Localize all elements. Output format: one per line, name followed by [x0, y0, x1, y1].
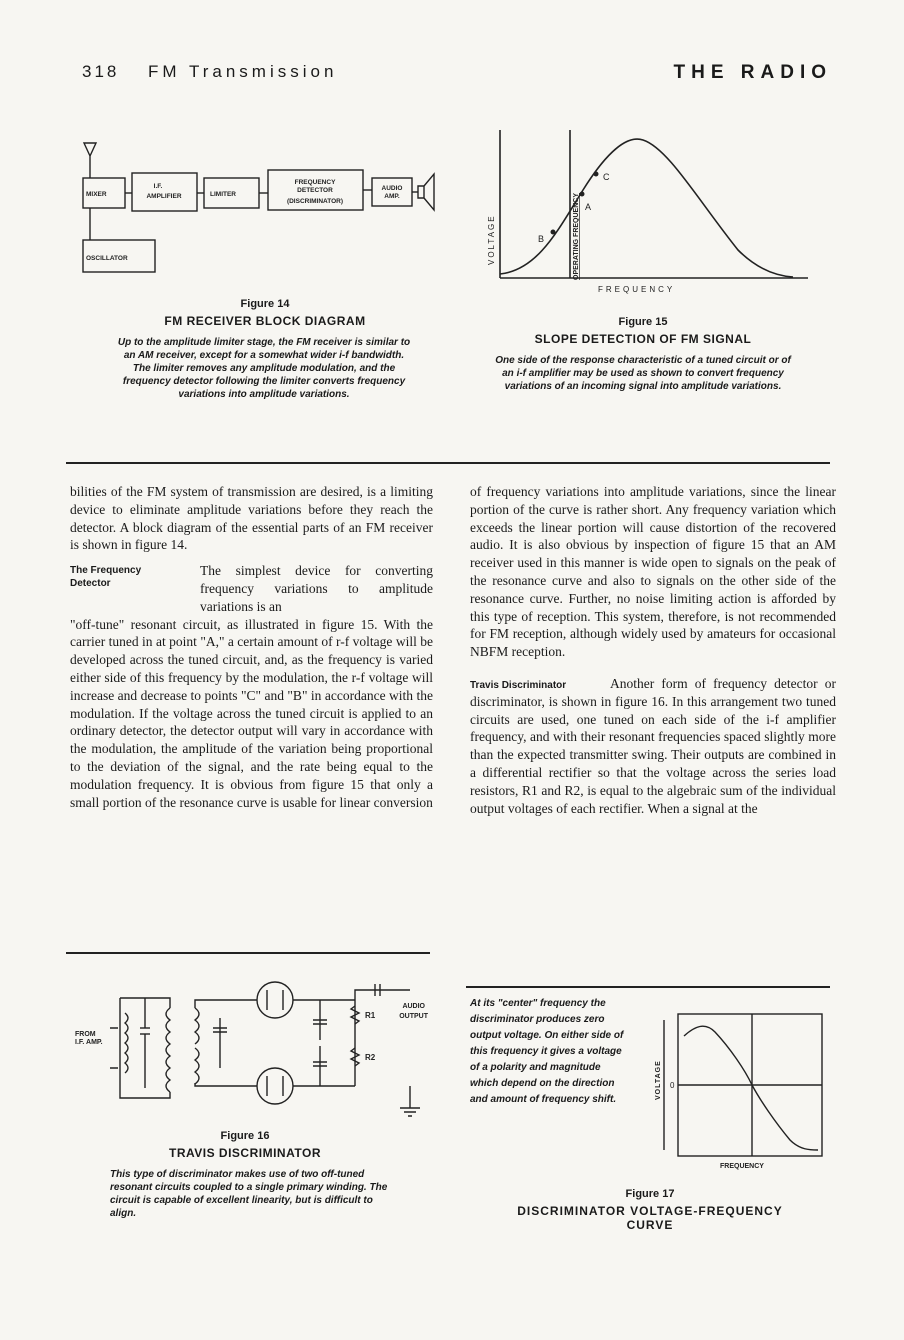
right-para-1: of frequency variations into amplitude variations, since the linear portion of the curve is rather short. Any frequency variation which exceeds the linear portion will cause distortion of the recovered audio. It is also obvious by inspection of figure 15 that an AM receiver used in this manner is wide open to signals on the peak of the resonance curve and also to signals on the other side of the resonance curve. Further, no noise limiting action is afforded by this type of reception. This system, therefore, is not recommended for FM reception, although widely used by amateurs for occasional NBFM reception.: [470, 484, 836, 660]
fig15-y-label: VOLTAGE: [487, 214, 496, 265]
section-divider: [66, 462, 830, 464]
left-column: [70, 483, 433, 811]
if-amp-label-2: AMPLIFIER: [146, 193, 182, 200]
figure-15-description: One side of the response characteristic of a tuned circuit or of an i-f amplifier may be used as shown to convert frequency variations of an incoming signal into amplitude variations.: [495, 355, 791, 392]
output-cap: [355, 984, 410, 1000]
slope-detection-chart: [478, 120, 828, 300]
fig17-x-label: FREQUENCY: [720, 1163, 764, 1170]
audio-amp-block: [372, 178, 412, 206]
operating-frequency-label: OPERATING FREQUENCY: [573, 193, 580, 280]
rectifier-tube-2: [257, 1068, 293, 1104]
travis-discriminator-schematic: [70, 968, 440, 1118]
figure-17-number: Figure 17: [625, 1188, 675, 1200]
mixer-label: MIXER: [86, 191, 107, 198]
rectifier-tube-1: [257, 982, 293, 1018]
fm-receiver-block-diagram: [80, 140, 440, 280]
figure-14-caption: [120, 298, 410, 328]
left-para-2-start: The simplest device for converting frequency variations to amplitude variations is an: [200, 563, 433, 614]
figure-15-number: Figure 15: [618, 316, 668, 328]
right-figure-rule: [466, 986, 830, 988]
left-para-2-rest: "off-tune" resonant circuit, as illustrated in figure 15. With the carrier tuned in at point "A," a certain amount of r-f voltage will be developed across the tuned circuit, and, as the frequency is varied either side of this frequency by the modulation, the r-f voltage will increase and decrease to points "C" and "B" in accordance with the modulation. If the voltage across the tuned circuit is applied to an ordinary detector, the detector output will vary in accordance with the modulation, the amplitude of the variation being proportional to the deviation of the signal, and the rate being equal to the modulation frequency. It is obvious from figure 15 that only a small portion of the resonance curve is usable for linear conversion: [70, 616, 433, 810]
point-c-label: C: [603, 172, 610, 182]
point-a-label: A: [585, 202, 592, 212]
figure-17-caption: [490, 1188, 810, 1232]
from-label-1: FROM: [75, 1031, 96, 1038]
fig17-y-label: VOLTAGE: [655, 1060, 662, 1100]
side-head-line-2: Detector: [70, 578, 111, 590]
audio-output-label-1: AUDIO: [402, 1003, 425, 1010]
figure-15-caption: [498, 316, 788, 346]
secondary-coil-2: [195, 1048, 199, 1084]
response-curve: [500, 139, 793, 277]
discriminator-curve: [684, 1026, 818, 1150]
limiter-label: LIMITER: [210, 191, 236, 198]
discriminator-curve-chart: [650, 1000, 830, 1175]
point-c: [594, 172, 599, 177]
figure-14-title: FM RECEIVER BLOCK DIAGRAM: [164, 314, 366, 328]
figure-15-title: SLOPE DETECTION OF FM SIGNAL: [534, 332, 752, 346]
freq-det-label-3: (DISCRIMINATOR): [286, 198, 344, 205]
left-para-1: bilities of the FM system of transmission are desired, is a limiting device to eliminate amplitude variations before they reach the detector. A block diagram of the essential parts of an FM receiver is shown in figure 14.: [70, 484, 433, 553]
side-head-travis-discriminator: Travis Discriminator: [470, 679, 567, 691]
side-head-line-1: The Frequency: [70, 565, 142, 577]
freq-det-label-1: FREQUENCY: [294, 179, 336, 186]
from-label-2: I.F. AMP.: [75, 1039, 103, 1046]
page-number: 318: [82, 62, 120, 81]
bypass-cap-2: [313, 1046, 327, 1086]
figure-16-caption: [100, 1130, 390, 1160]
fig17-zero-label: 0: [670, 1081, 675, 1090]
side-head-frequency-detector: [70, 564, 180, 590]
left-figure-rule: [66, 952, 430, 954]
section-title: FM Transmission: [148, 62, 338, 81]
tuning-cap-1: [213, 1018, 227, 1068]
if-amp-label-1: I.F.: [153, 183, 163, 190]
figure-17-title-1: DISCRIMINATOR VOLTAGE-FREQUENCY: [517, 1204, 783, 1218]
figure-14-description: Up to the amplitude limiter stage, the FM receiver is similar to an AM receiver, except for a somewhat wider i-f bandwidth. The limiter removes any amplitude modulation, and the frequency detector following the limiter converts frequency variations into amplitude variations.: [117, 337, 411, 400]
point-b: [551, 230, 556, 235]
figure-14-number: Figure 14: [240, 298, 290, 310]
audio-amp-label-2: AMP.: [384, 193, 400, 200]
audio-amp-label-1: AUDIO: [381, 185, 403, 192]
figure-16-title: TRAVIS DISCRIMINATOR: [168, 1146, 321, 1160]
r1-label: R1: [365, 1011, 376, 1020]
right-column: [470, 483, 836, 817]
speaker-icon: [418, 174, 434, 210]
oscillator-label: OSCILLATOR: [86, 255, 128, 262]
right-para-2: Another form of frequency detector or discriminator, is shown in figure 16. In this arrangement two tuned circuits are used, one tuned on each side of the i-f amplifier frequency, and with their resonant frequencies spaced slightly more than the expected transmitter swing. Their outputs are combined in a differential rectifier so that the voltage across the series load resistors, R1 and R2, is equal to the algebraic sum of the individual output voltages of each rectifier. When a signal at the: [470, 675, 836, 816]
r2-label: R2: [365, 1053, 376, 1062]
secondary-coil-1: [195, 1008, 199, 1044]
audio-output-label-2: OUTPUT: [399, 1013, 428, 1020]
if-amplifier-block: [132, 173, 197, 211]
figure-17-title-2: CURVE: [626, 1218, 674, 1232]
input-coil: [125, 1013, 128, 1073]
ground-icon: [400, 1086, 420, 1116]
figure-17-side-text: At its "center" frequency the discriminator produces zero output voltage. On either side of this frequency it gives a voltage of a polarity and magnitude which depend on the direction and amount of frequency shift.: [470, 998, 624, 1105]
bypass-cap-1: [313, 1000, 327, 1040]
point-b-label: B: [538, 234, 545, 244]
figure-16-description: This type of discriminator makes use of two off-tuned resonant circuits coupled to a single primary winding. The circuit is capable of excellent linearity, but is difficult to align.: [110, 1169, 388, 1219]
primary-coil: [166, 1008, 170, 1092]
point-a: [580, 192, 585, 197]
freq-det-label-2: DETECTOR: [297, 187, 333, 194]
antenna-icon: [84, 143, 96, 178]
figure-16-number: Figure 16: [220, 1130, 270, 1142]
book-title: THE RADIO: [673, 62, 832, 83]
fig15-x-label: FREQUENCY: [598, 285, 676, 294]
